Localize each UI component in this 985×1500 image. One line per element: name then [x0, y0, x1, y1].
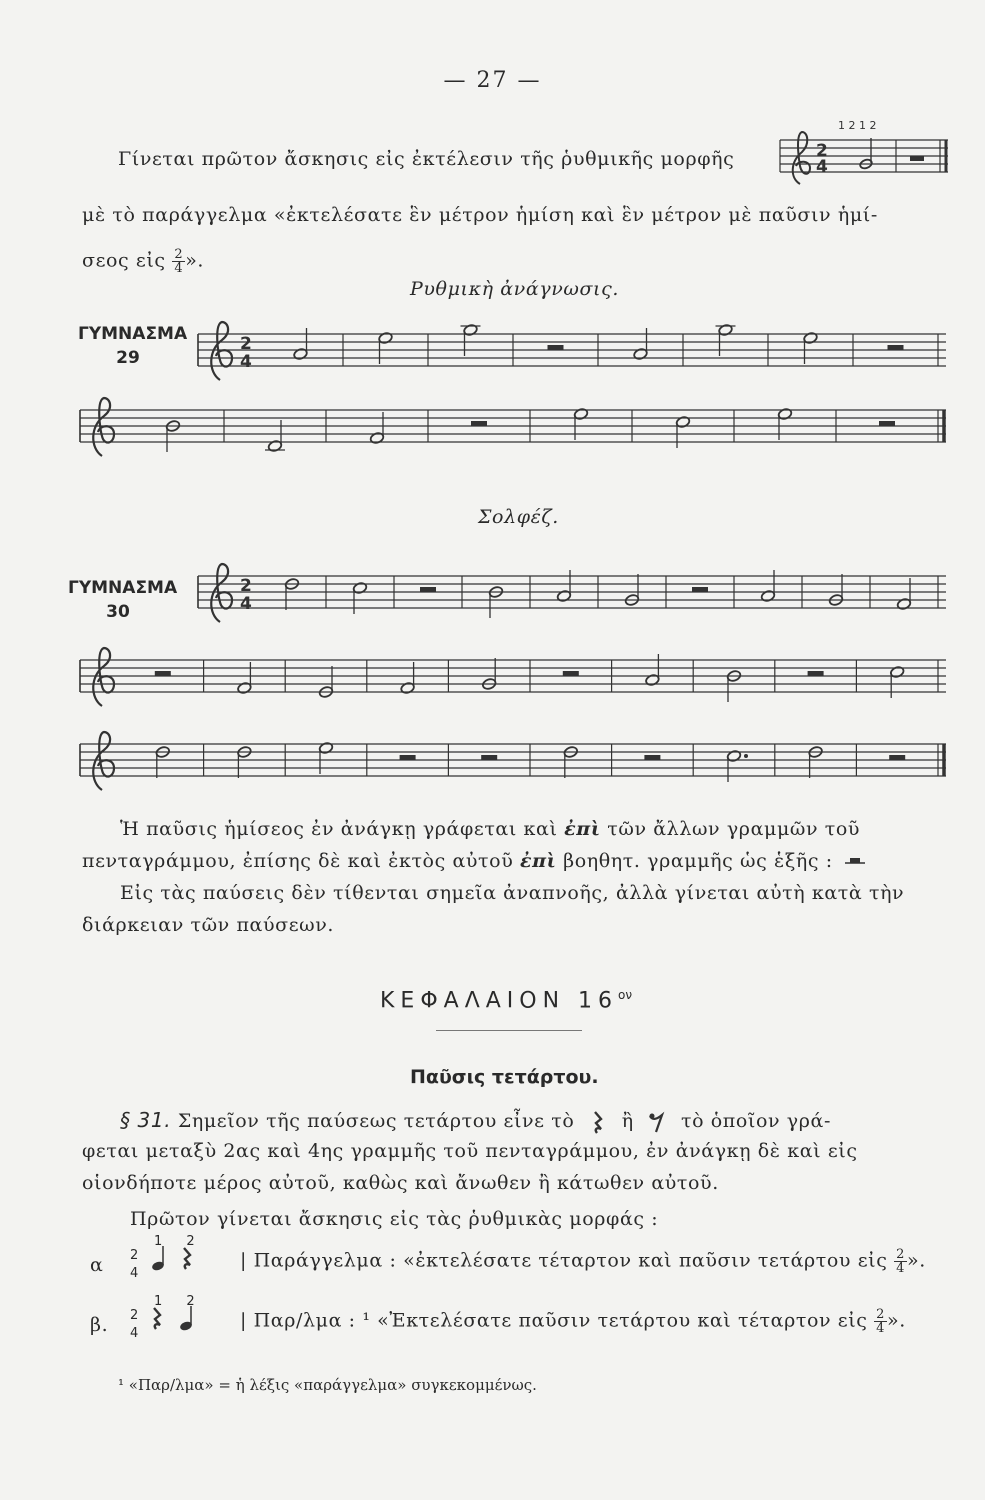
intro-counts: 1 2 1 2 [838, 119, 877, 132]
half-rest-icon [400, 755, 416, 760]
staff-exercise-29-line-1 [196, 318, 948, 394]
treble-clef-icon [93, 732, 114, 790]
emphasis: ἐπὶ [520, 850, 557, 872]
dot [744, 754, 748, 758]
text-span: Σημεῖον τῆς παύσεως τετάρτου εἶνε τὸ [177, 1110, 575, 1132]
intro-line-2: μὲ τὸ παράγγελμα «ἐκτελέσατε ἓν μέτρον ἡμίση καὶ ἓν μέτρον μὲ παῦσιν ἡμί- [82, 204, 878, 226]
time-signature-bottom: 4 [240, 352, 252, 372]
quarter-rest-icon [587, 1110, 609, 1134]
example-beta-text [240, 1308, 906, 1335]
example-fraction [874, 1308, 887, 1335]
page-number: — 27 — [443, 68, 542, 93]
section-rhythmic-title: Ρυθμικὴ ἀνάγνωσις. [410, 278, 619, 300]
frac-num: 2 [896, 1247, 905, 1262]
exercise-30-label [68, 576, 178, 624]
svg-text:4: 4 [816, 157, 828, 177]
intro-line-3 [82, 248, 204, 275]
example-letter: β. [90, 1314, 109, 1336]
half-rest-icon [155, 671, 171, 676]
footnote: ¹ «Παρ/λμα» = ἡ λέξις «παράγγελμα» συγκεκομμένως. [118, 1376, 537, 1394]
frac-den: 4 [896, 1261, 905, 1276]
section-solfege-title: Σολφέζ. [478, 506, 559, 528]
frac-num: 2 [174, 247, 184, 262]
half-rest-icon [471, 421, 487, 426]
frac-num: 2 [876, 1307, 886, 1322]
paragraph-2-line-2: φεται μεταξὺ 2ας καὶ 4ης γραμμῆς τοῦ πενταγράμμου, ἐν ἀνάγκῃ δὲ καὶ εἰς [82, 1140, 858, 1162]
example-time-bottom: 4 [130, 1266, 139, 1281]
example-alpha-notes [148, 1244, 210, 1274]
paragraph-1-line-4: διάρκειαν τῶν παύσεων. [82, 914, 335, 936]
quarter-rest-icon [154, 1308, 160, 1329]
exercise-label-text: ΓΥΜΝΑΣΜΑ [78, 324, 188, 344]
half-rest-icon [563, 671, 579, 676]
staff-exercise-29-line-2 [78, 394, 948, 470]
text-span: τῶν ἄλλων γραμμῶν τοῦ [600, 818, 861, 840]
example-alpha-text [240, 1248, 926, 1275]
example-beta [80, 1294, 960, 1354]
intro-rhythm-staff [776, 118, 952, 190]
intro-line-3-text: σεος εἰς [82, 249, 166, 272]
treble-clef-icon [93, 648, 114, 706]
text-span: τὸ ὁποῖον γρά- [680, 1110, 831, 1132]
intro-fraction [172, 248, 185, 275]
treble-clef-icon [211, 564, 232, 622]
time-signature-top: 2 [240, 334, 252, 354]
text-span: πενταγράμμου, ἐπίσης δὲ καὶ ἐκτὸς αὐτοῦ [82, 850, 521, 872]
example-alpha [80, 1234, 960, 1294]
example-counts: 1 2 [154, 1294, 205, 1309]
svg-text:2: 2 [816, 141, 828, 161]
treble-clef-icon [211, 322, 232, 380]
frac-den: 4 [876, 1321, 886, 1336]
intro-line-3-end: ». [185, 249, 205, 272]
exercise-number: 30 [106, 602, 130, 622]
subtitle: Παῦσις τετάρτου. [410, 1066, 599, 1088]
staff-exercise-30-line-1 [196, 560, 948, 636]
treble-clef-icon [93, 398, 114, 456]
text-span: Ἡ παῦσις ἡμίσεος ἐν ἀνάγκῃ γράφεται καὶ [120, 818, 565, 840]
half-rest-icon [879, 421, 895, 426]
paragraph-1-line-3: Εἰς τὰς παύσεις δὲν τίθενται σημεῖα ἀναπνοῆς, ἀλλὰ γίνεται αὐτὴ κατὰ τὴν [120, 882, 905, 904]
half-rest-icon [692, 587, 708, 592]
time-signature-bottom: 4 [240, 594, 252, 614]
exercise-number: 29 [116, 348, 140, 368]
half-rest-icon [420, 587, 436, 592]
paragraph-2-line-1 [120, 1108, 831, 1134]
paragraph-2-line-4: Πρῶτον γίνεται ἄσκησις εἰς τὰς ῥυθμικὰς μορφάς : [130, 1208, 659, 1230]
half-rest-icon [481, 755, 497, 760]
chapter-sup: ον [618, 988, 633, 1002]
time-signature-top: 2 [240, 576, 252, 596]
text-span: | Παρ/λμα : ¹ «Ἐκτελέσατε παῦσιν τετάρτου καὶ τέταρτον εἰς [240, 1309, 868, 1332]
paragraph-1-line-2 [82, 850, 869, 872]
example-beta-notes [148, 1304, 210, 1334]
example-letter: α [90, 1254, 104, 1276]
half-rest-icon [889, 755, 905, 760]
text-span: | Παράγγελμα : «ἐκτελέσατε τέταρτον καὶ παῦσιν τετάρτου εἰς [240, 1249, 888, 1272]
emphasis: ἐπὶ [564, 818, 601, 840]
quarter-rest-alt-icon [646, 1110, 668, 1134]
chapter-divider [436, 1030, 582, 1031]
example-time-top: 2 [130, 1308, 139, 1323]
section-number: § 31. [120, 1108, 172, 1132]
half-rest-ledger-icon [843, 854, 869, 870]
staff-exercise-30-line-2 [78, 644, 948, 720]
exercise-29-label [78, 322, 188, 370]
exercise-label-text: ΓΥΜΝΑΣΜΑ [68, 578, 178, 598]
half-rest-icon [644, 755, 660, 760]
quarter-rest-icon [184, 1248, 190, 1269]
example-counts: 1 2 [154, 1234, 205, 1249]
paragraph-1-line-1 [120, 818, 860, 840]
chapter-title [380, 988, 632, 1013]
half-rest-icon [888, 345, 904, 350]
example-time-bottom: 4 [130, 1326, 139, 1341]
frac-den: 4 [174, 261, 184, 276]
text-span: βοηθητ. γραμμῆς ὡς ἑξῆς : [556, 850, 833, 872]
half-rest-icon [808, 671, 824, 676]
chapter-title-text: ΚΕΦΑΛΑΙΟΝ 16 [380, 988, 619, 1014]
half-rest-icon [548, 345, 564, 350]
text-span: ». [887, 1309, 906, 1332]
text-span: ». [906, 1249, 926, 1272]
paragraph-2-line-3: οἱονδήποτε μέρος αὐτοῦ, καθὼς καὶ ἄνωθεν ἢ κάτωθεν αὐτοῦ. [82, 1172, 719, 1194]
text-span: ἢ [621, 1110, 634, 1132]
staff-exercise-30-line-3 [78, 728, 948, 804]
intro-line-1: Γίνεται πρῶτον ἄσκησις εἰς ἐκτέλεσιν τῆς ῥυθμικῆς μορφῆς [118, 148, 735, 170]
example-time-top: 2 [130, 1248, 139, 1263]
example-fraction [894, 1248, 907, 1275]
